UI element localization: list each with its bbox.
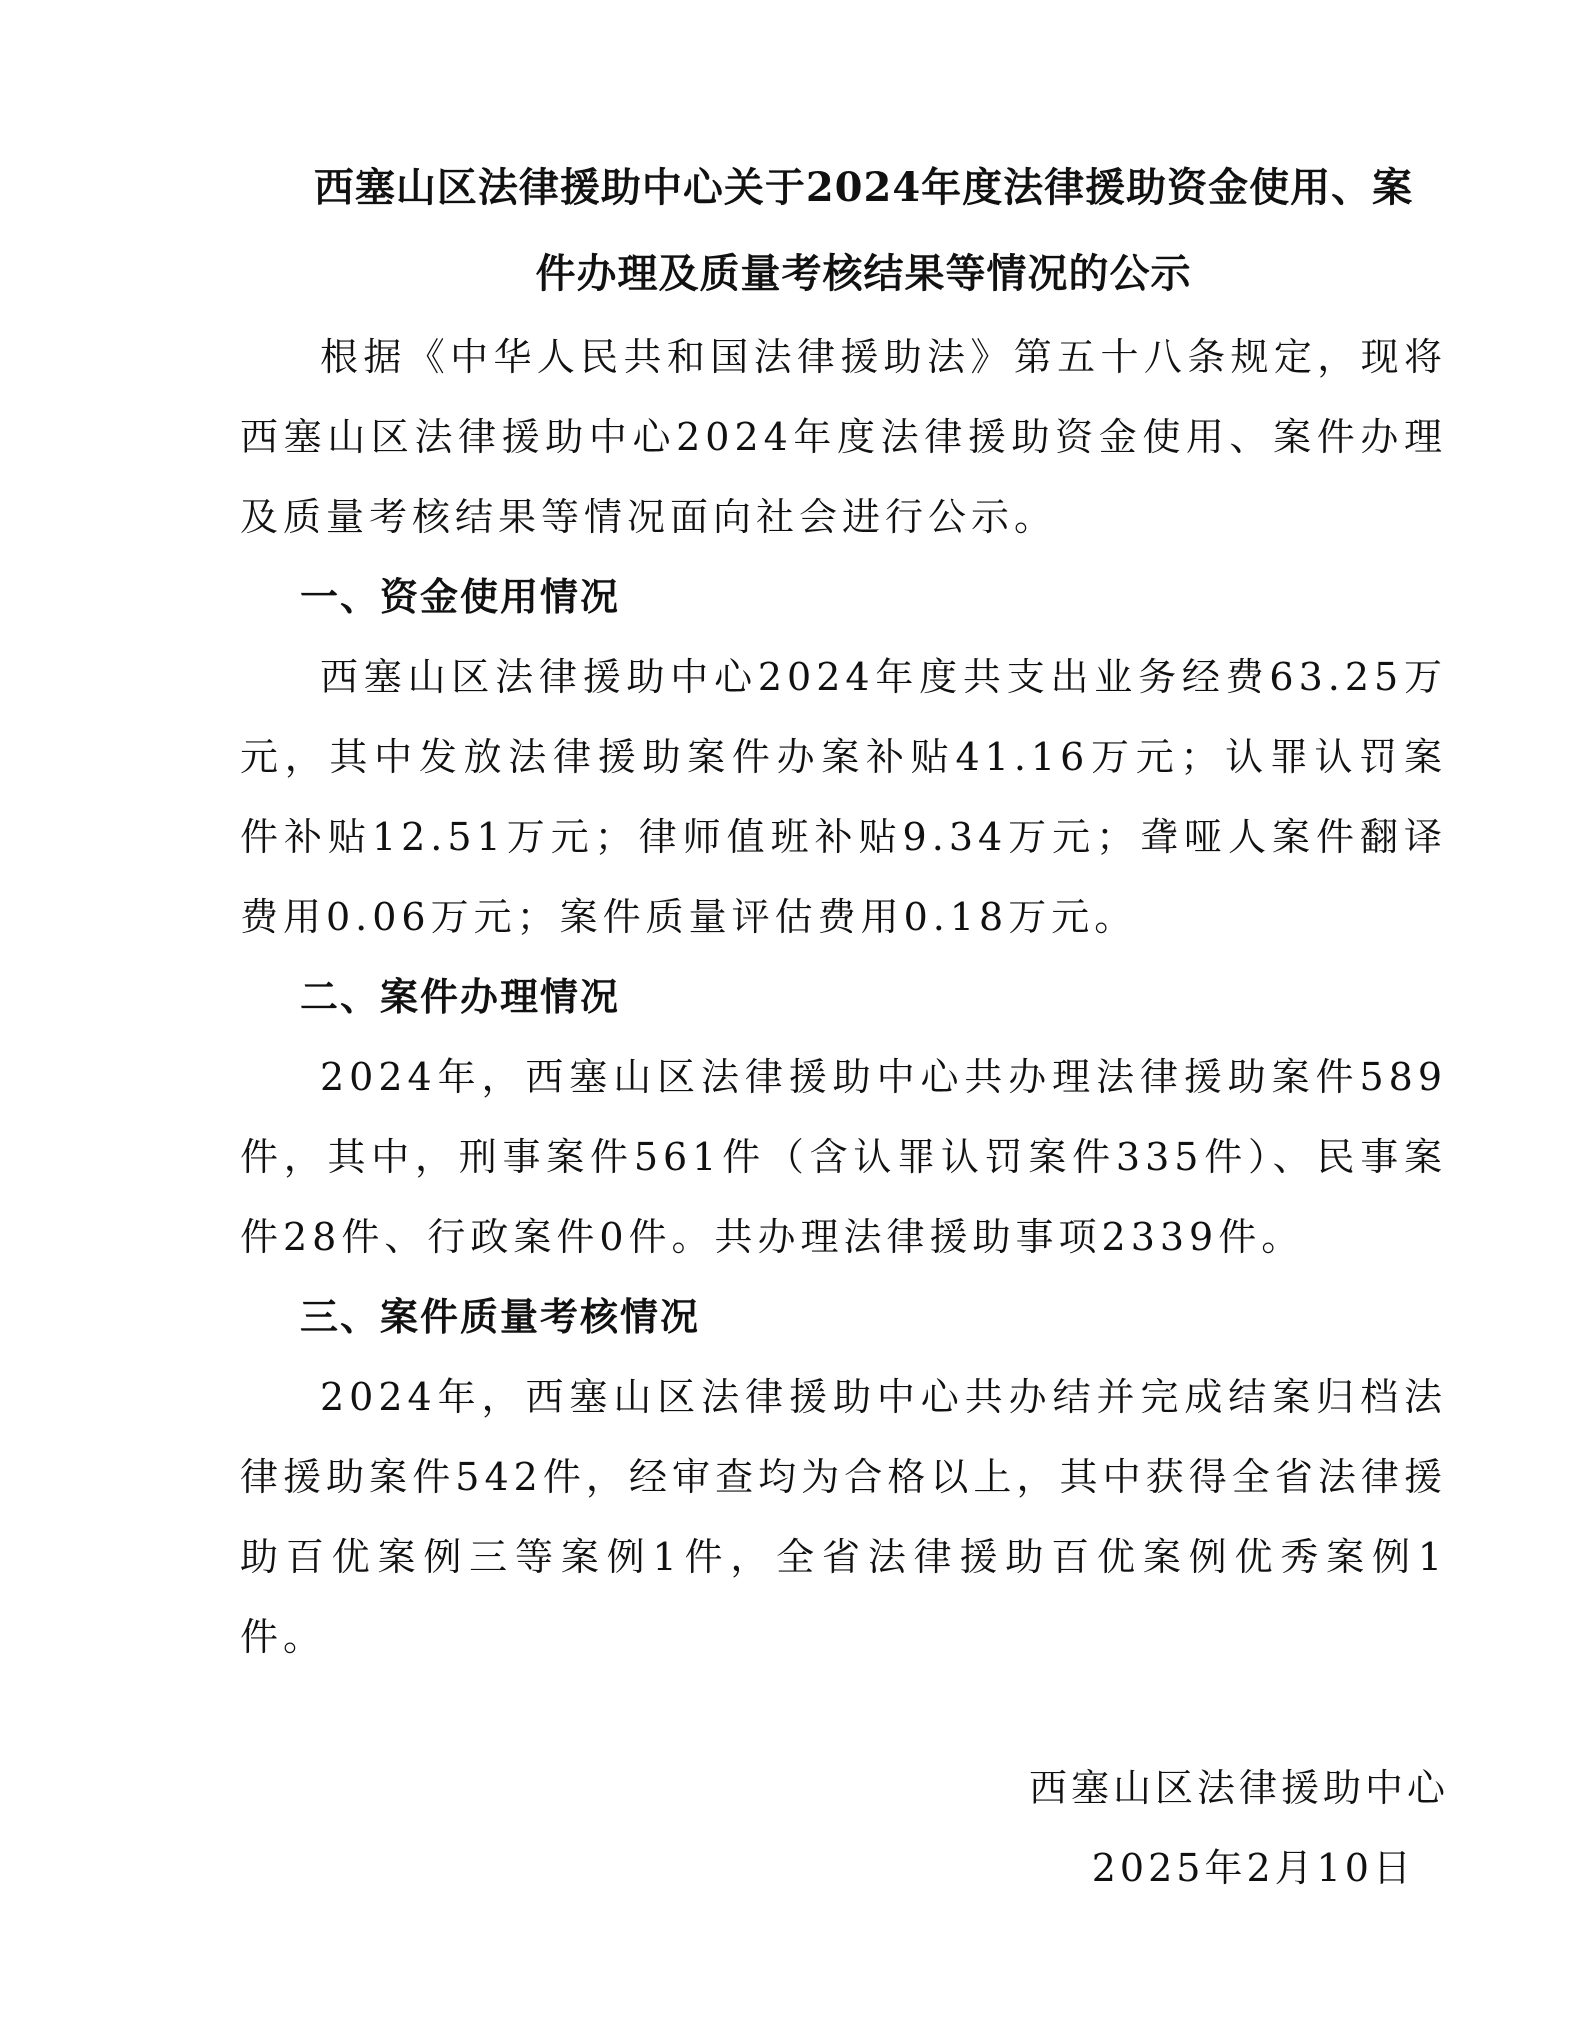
signature-date: 2025年2月10日: [1091, 1846, 1415, 1890]
section-body-quality: 2024年，西塞山区法律援助中心共办结并完成结案归档法律援助案件542件，经审查均为合格以上，其中获得全省法律援助百优案例三等案例1件，全省法律援助百优案例优秀案例1件。: [240, 1375, 1447, 1659]
signature-block: [1029, 1748, 1449, 1908]
signature-org: 西塞山区法律援助中心: [1028, 1766, 1449, 1810]
intro-paragraph: 根据《中华人民共和国法律援助法》第五十八条规定，现将西塞山区法律援助中心2024年度法律援助资金使用、案件办理及质量考核结果等情况面向社会进行公示。: [240, 335, 1447, 539]
title-line-2: 件办理及质量考核结果等情况的公示: [535, 250, 1192, 297]
title-line-1: 西塞山区法律援助中心关于2024年度法律援助资金使用、案: [313, 164, 1414, 211]
document-title: [240, 145, 1447, 317]
section-cases: [240, 957, 1447, 1277]
section-body-cases: 2024年，西塞山区法律援助中心共办理法律援助案件589件，其中，刑事案件561件（含认罪认罚案件335件）、民事案件28件、行政案件0件。共办理法律援助事项2339件。: [240, 1055, 1447, 1259]
section-quality: [240, 1277, 1447, 1677]
section-heading-funds: 一、资金使用情况: [300, 575, 621, 619]
section-body-funds: 西塞山区法律援助中心2024年度共支出业务经费63.25万元，其中发放法律援助案件办案补贴41.16万元；认罪认罚案件补贴12.51万元；律师值班补贴9.34万元；聋哑人案件翻译费用0.06万元；案件质量评估费用0.18万元。: [240, 655, 1447, 939]
section-heading-cases: 二、案件办理情况: [300, 975, 621, 1019]
section-funds: [240, 557, 1447, 957]
section-heading-quality: 三、案件质量考核情况: [300, 1295, 701, 1339]
